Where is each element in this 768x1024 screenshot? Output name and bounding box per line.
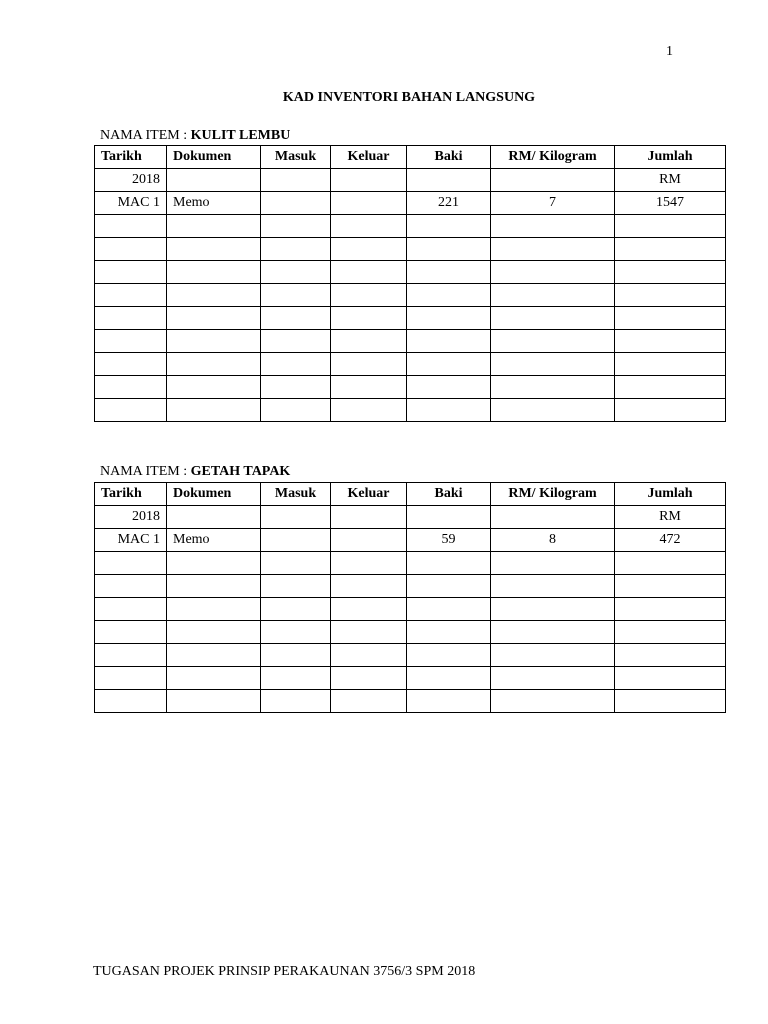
cell-dokumen: Memo [167,192,261,215]
cell-tarikh [95,644,167,667]
cell-dokumen [167,399,261,422]
cell-tarikh [95,215,167,238]
cell-rm-kilogram [491,399,615,422]
column-header-dokumen: Dokumen [167,483,261,506]
cell-masuk [261,215,331,238]
cell-keluar [331,552,407,575]
cell-baki [407,330,491,353]
cell-tarikh: MAC 1 [95,192,167,215]
cell-masuk [261,667,331,690]
cell-baki [407,261,491,284]
cell-jumlah [615,353,726,376]
cell-rm-kilogram [491,284,615,307]
cell-tarikh [95,284,167,307]
item-label-2 [100,464,290,480]
cell-dokumen [167,552,261,575]
cell-rm-kilogram [491,598,615,621]
cell-dokumen [167,575,261,598]
item-label-prefix: NAMA ITEM : [100,464,191,479]
cell-keluar [331,690,407,713]
cell-keluar [331,575,407,598]
column-header-baki: Baki [407,146,491,169]
cell-baki [407,575,491,598]
cell-baki [407,169,491,192]
cell-baki [407,690,491,713]
column-header-baki: Baki [407,483,491,506]
cell-rm-kilogram [491,261,615,284]
inventory-table-1 [94,145,726,422]
cell-rm-kilogram [491,353,615,376]
column-header-masuk: Masuk [261,146,331,169]
cell-masuk [261,690,331,713]
cell-jumlah [615,598,726,621]
cell-tarikh [95,353,167,376]
cell-masuk [261,192,331,215]
cell-masuk [261,307,331,330]
table-row [95,690,726,713]
cell-rm-kilogram [491,506,615,529]
table-row [95,169,726,192]
cell-rm-kilogram [491,621,615,644]
column-header-jumlah: Jumlah [615,483,726,506]
cell-dokumen [167,690,261,713]
cell-rm-kilogram [491,169,615,192]
table-row [95,506,726,529]
table-row [95,644,726,667]
cell-tarikh [95,552,167,575]
cell-jumlah [615,575,726,598]
cell-dokumen [167,307,261,330]
cell-keluar [331,215,407,238]
column-header-tarikh: Tarikh [95,146,167,169]
cell-baki [407,399,491,422]
cell-baki [407,644,491,667]
cell-tarikh [95,399,167,422]
cell-masuk [261,376,331,399]
table-row [95,215,726,238]
table-row [95,376,726,399]
table-header-row [95,483,726,506]
cell-keluar [331,667,407,690]
table-row [95,284,726,307]
cell-baki [407,215,491,238]
cell-keluar [331,598,407,621]
cell-baki: 221 [407,192,491,215]
cell-rm-kilogram [491,330,615,353]
cell-masuk [261,284,331,307]
cell-tarikh [95,330,167,353]
cell-tarikh [95,621,167,644]
table-row [95,330,726,353]
cell-masuk [261,552,331,575]
cell-masuk [261,261,331,284]
cell-tarikh [95,307,167,330]
cell-rm-kilogram: 7 [491,192,615,215]
cell-jumlah: RM [615,169,726,192]
cell-keluar [331,353,407,376]
cell-tarikh [95,598,167,621]
cell-jumlah [615,667,726,690]
cell-masuk [261,399,331,422]
cell-keluar [331,330,407,353]
cell-jumlah [615,261,726,284]
cell-jumlah [615,307,726,330]
cell-rm-kilogram [491,307,615,330]
cell-rm-kilogram [491,667,615,690]
cell-jumlah: 472 [615,529,726,552]
cell-rm-kilogram [491,215,615,238]
table-row [95,353,726,376]
table-row [95,575,726,598]
cell-masuk [261,169,331,192]
document-title: KAD INVENTORI BAHAN LANGSUNG [282,90,536,105]
table-header-row [95,146,726,169]
cell-keluar [331,529,407,552]
cell-dokumen [167,261,261,284]
cell-masuk [261,575,331,598]
cell-baki [407,552,491,575]
cell-tarikh [95,376,167,399]
cell-masuk [261,621,331,644]
cell-dokumen [167,376,261,399]
table-row [95,261,726,284]
cell-jumlah [615,399,726,422]
cell-rm-kilogram [491,552,615,575]
cell-keluar [331,192,407,215]
cell-tarikh [95,238,167,261]
cell-tarikh: MAC 1 [95,529,167,552]
page-number: 1 [666,44,673,59]
cell-dokumen [167,644,261,667]
cell-dokumen [167,169,261,192]
table-row [95,529,726,552]
cell-baki [407,376,491,399]
cell-jumlah [615,644,726,667]
cell-baki [407,238,491,261]
column-header-dokumen: Dokumen [167,146,261,169]
item-name: GETAH TAPAK [190,464,291,479]
cell-jumlah [615,330,726,353]
item-label-prefix: NAMA ITEM : [100,128,191,143]
cell-jumlah [615,690,726,713]
cell-dokumen [167,598,261,621]
inventory-table-2 [94,482,726,713]
cell-masuk [261,353,331,376]
cell-dokumen [167,330,261,353]
cell-tarikh: 2018 [95,169,167,192]
table-row [95,621,726,644]
cell-dokumen [167,284,261,307]
cell-jumlah: 1547 [615,192,726,215]
cell-tarikh [95,667,167,690]
cell-jumlah [615,552,726,575]
cell-rm-kilogram [491,238,615,261]
cell-baki [407,284,491,307]
cell-jumlah [615,284,726,307]
cell-keluar [331,376,407,399]
cell-baki [407,621,491,644]
cell-rm-kilogram: 8 [491,529,615,552]
cell-keluar [331,307,407,330]
cell-jumlah: RM [615,506,726,529]
table-row [95,399,726,422]
cell-dokumen [167,215,261,238]
cell-masuk [261,238,331,261]
cell-tarikh [95,261,167,284]
cell-dokumen [167,238,261,261]
cell-masuk [261,644,331,667]
cell-masuk [261,506,331,529]
cell-rm-kilogram [491,376,615,399]
column-header-keluar: Keluar [331,146,407,169]
cell-baki [407,307,491,330]
cell-dokumen [167,667,261,690]
cell-jumlah [615,238,726,261]
cell-keluar [331,399,407,422]
cell-keluar [331,261,407,284]
cell-masuk [261,330,331,353]
cell-keluar [331,506,407,529]
column-header-keluar: Keluar [331,483,407,506]
cell-dokumen [167,353,261,376]
column-header-tarikh: Tarikh [95,483,167,506]
cell-baki [407,667,491,690]
cell-keluar [331,169,407,192]
column-header-rm-kilogram: RM/ Kilogram [491,146,615,169]
table-row [95,598,726,621]
table-row [95,192,726,215]
cell-dokumen [167,506,261,529]
cell-tarikh [95,690,167,713]
column-header-rm-kilogram: RM/ Kilogram [491,483,615,506]
cell-keluar [331,644,407,667]
cell-tarikh [95,575,167,598]
cell-jumlah [615,621,726,644]
cell-keluar [331,621,407,644]
table-row [95,307,726,330]
cell-dokumen: Memo [167,529,261,552]
cell-keluar [331,284,407,307]
table-row [95,667,726,690]
cell-keluar [331,238,407,261]
table-row [95,238,726,261]
cell-baki [407,506,491,529]
cell-baki: 59 [407,529,491,552]
cell-jumlah [615,376,726,399]
cell-rm-kilogram [491,690,615,713]
cell-rm-kilogram [491,644,615,667]
cell-tarikh: 2018 [95,506,167,529]
footer-text: TUGASAN PROJEK PRINSIP PERAKAUNAN 3756/3 SPM 2018 [93,964,476,979]
column-header-masuk: Masuk [261,483,331,506]
cell-baki [407,353,491,376]
cell-masuk [261,598,331,621]
item-label-1 [100,128,290,144]
cell-masuk [261,529,331,552]
cell-rm-kilogram [491,575,615,598]
column-header-jumlah: Jumlah [615,146,726,169]
table-row [95,552,726,575]
item-name: KULIT LEMBU [190,128,291,143]
cell-baki [407,598,491,621]
cell-jumlah [615,215,726,238]
cell-dokumen [167,621,261,644]
